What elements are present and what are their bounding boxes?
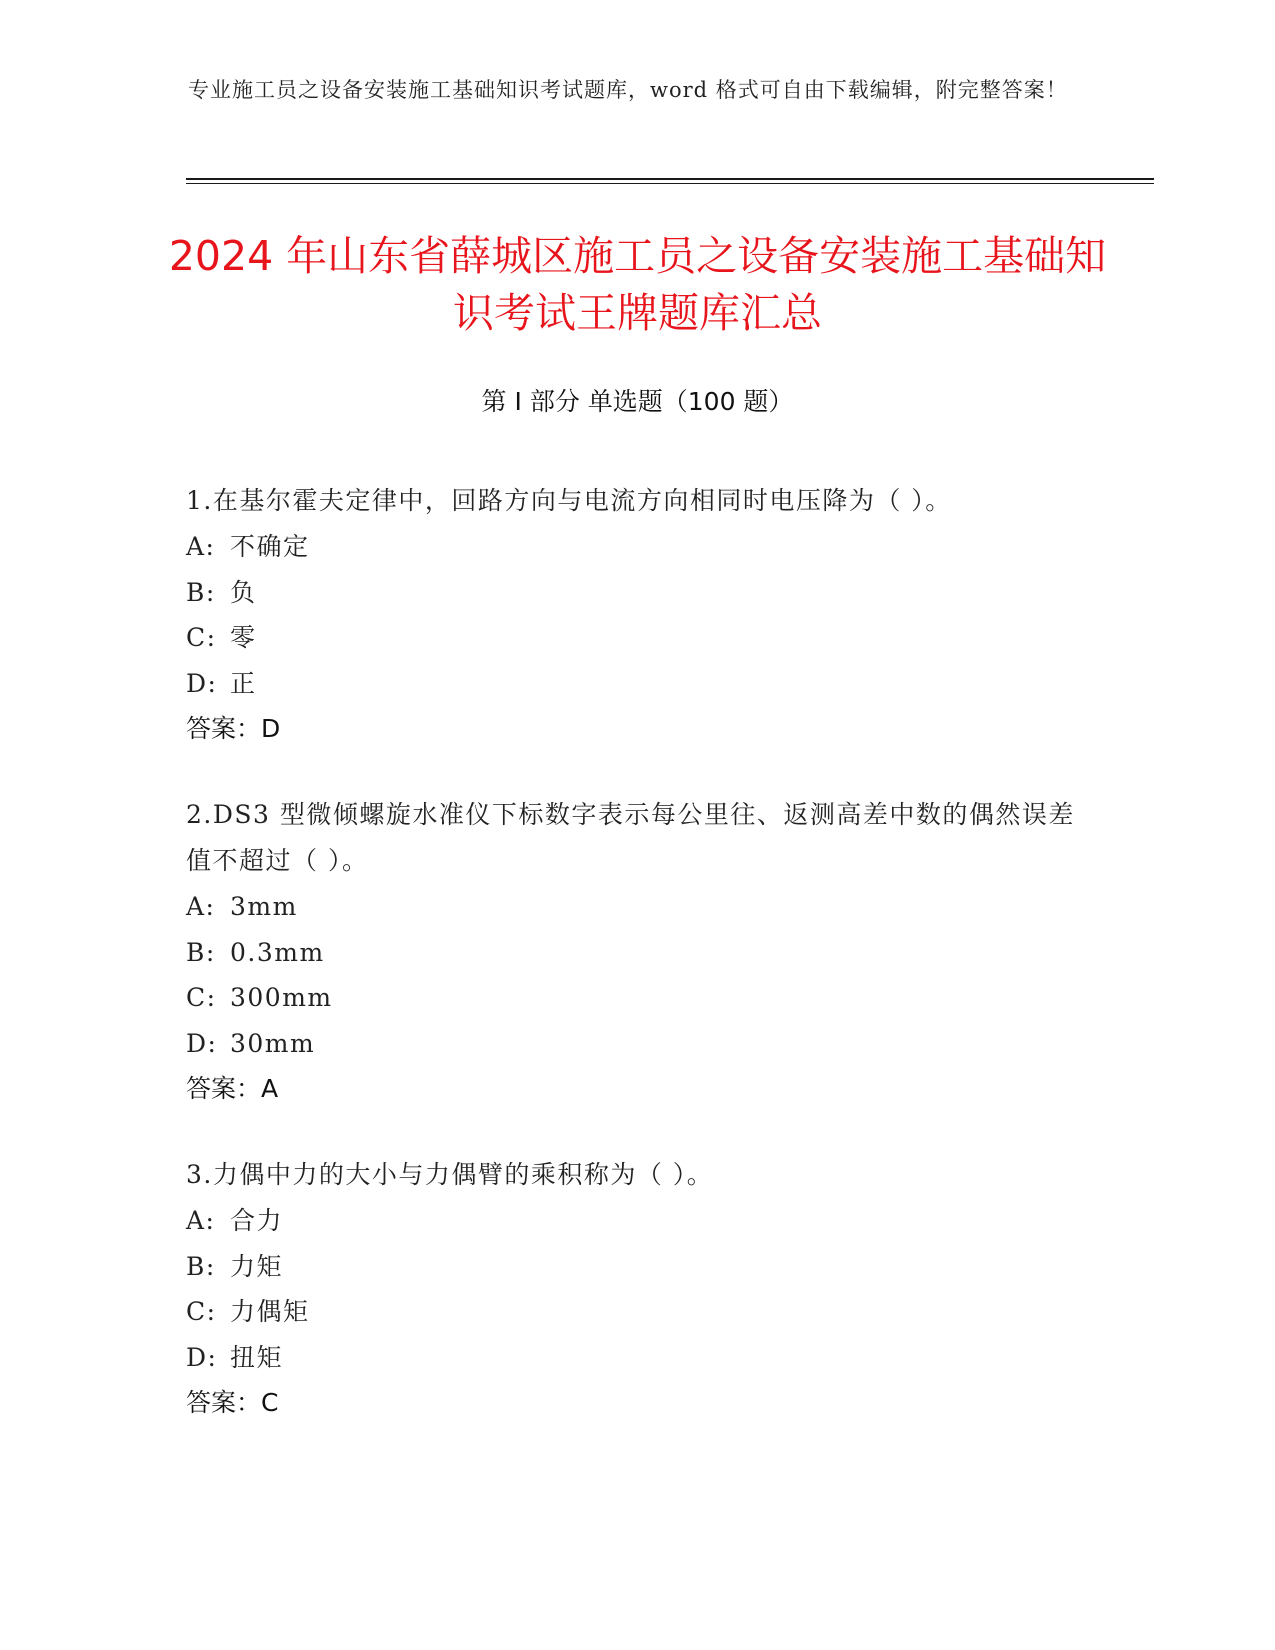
option-d xyxy=(186,661,1086,707)
option-letter: C: xyxy=(186,1297,217,1326)
section-heading: 第 I 部分 单选题（100 题） xyxy=(481,387,794,416)
option-text: 力偶矩 xyxy=(230,1297,310,1326)
option-b xyxy=(186,570,1086,616)
option-letter: C: xyxy=(186,983,217,1012)
document-title: 2024 年山东省薛城区施工员之设备安装施工基础知识考试王牌题库汇总 xyxy=(168,232,1107,337)
answer-label: 答案：D xyxy=(186,714,281,743)
option-letter: B: xyxy=(186,1251,216,1281)
option-b xyxy=(186,930,1086,976)
option-text: 合力 xyxy=(230,1206,284,1235)
option-c xyxy=(186,1289,1086,1335)
option-text: 扭矩 xyxy=(230,1342,284,1372)
option-c xyxy=(186,975,1086,1021)
question-3 xyxy=(186,1152,1086,1426)
option-a xyxy=(186,524,1086,570)
option-text: 负 xyxy=(230,577,257,607)
answer-label: 答案：A xyxy=(186,1074,279,1103)
option-text: 不确定 xyxy=(230,532,310,561)
option-a xyxy=(186,1198,1086,1244)
option-d xyxy=(186,1335,1086,1381)
option-c xyxy=(186,615,1086,661)
option-text: 30mm xyxy=(230,1028,316,1058)
option-letter: D: xyxy=(186,1028,218,1058)
option-b xyxy=(186,1244,1086,1290)
option-letter: C: xyxy=(186,623,217,652)
option-letter: B: xyxy=(186,577,216,607)
option-a xyxy=(186,884,1086,930)
question-1 xyxy=(186,478,1086,752)
option-letter: D: xyxy=(186,1342,218,1372)
header-divider-thin xyxy=(186,183,1154,184)
option-letter: D: xyxy=(186,668,218,698)
option-text: 力矩 xyxy=(230,1251,284,1281)
option-letter: A: xyxy=(186,1206,216,1235)
option-text: 300mm xyxy=(230,983,333,1012)
option-text: 正 xyxy=(230,668,257,698)
question-stem: 3.力偶中力的大小与力偶臂的乘积称为（ ）。 xyxy=(186,1160,714,1189)
option-text: 3mm xyxy=(230,892,298,921)
question-list xyxy=(186,478,1086,1466)
header-divider-thick xyxy=(186,178,1154,180)
header-note: 专业施工员之设备安装施工基础知识考试题库，word 格式可自由下载编辑，附完整答案！ xyxy=(188,78,1068,102)
answer-label: 答案：C xyxy=(186,1388,279,1417)
option-text: 零 xyxy=(230,623,257,652)
option-d xyxy=(186,1021,1086,1067)
option-letter: A: xyxy=(186,532,216,561)
option-letter: A: xyxy=(186,892,216,921)
option-letter: B: xyxy=(186,937,216,967)
question-2 xyxy=(186,792,1086,1112)
question-stem: 2.DS3 型微倾螺旋水准仪下标数字表示每公里往、返测高差中数的偶然误差值不超过（ ）。 xyxy=(186,800,1075,875)
question-stem: 1.在基尔霍夫定律中，回路方向与电流方向相同时电压降为（ ）。 xyxy=(186,486,952,515)
option-text: 0.3mm xyxy=(230,937,325,967)
